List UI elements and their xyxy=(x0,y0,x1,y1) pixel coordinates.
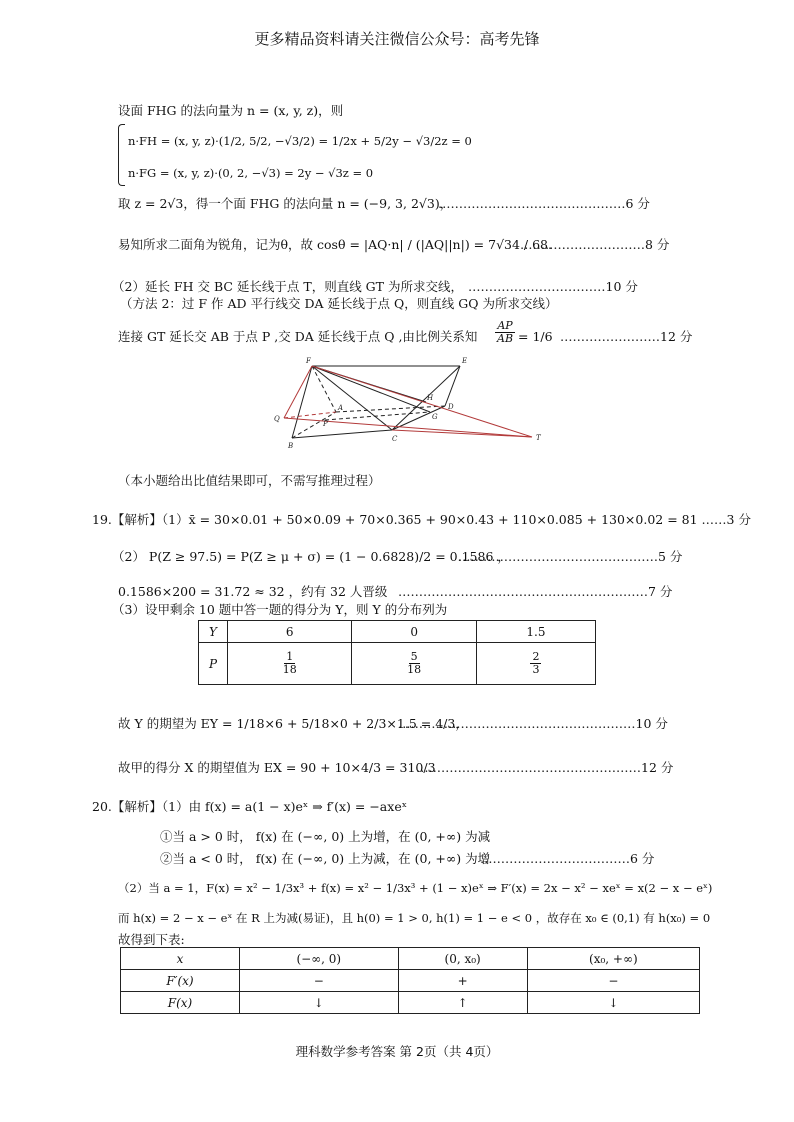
normal-vector-result: 取 z = 2√3，得一个面 FHG 的法向量 n = (−9, 3, 2√3)， xyxy=(118,196,453,211)
score-5: …………………………………………5 分 xyxy=(458,549,683,564)
connect-line: 连接 GT 延长交 AB 于点 P ,交 DA 延长线于点 Q ,由比例关系知 xyxy=(118,329,478,344)
equation-1: n·FH = (x, y, z)·(1/2, 5/2, −√3/2) = 1/2x + 5/2y − √3/2z = 0 xyxy=(128,134,472,148)
q20-table-intro: 故得到下表: xyxy=(118,932,185,947)
equation-brace xyxy=(118,124,125,186)
table-cell: − xyxy=(240,970,399,992)
normal-vector-intro: 设面 FHG 的法向量为 n = (x, y, z)，则 xyxy=(118,103,344,118)
page-footer: 理科数学参考答案 第 2页（共 4页） xyxy=(295,1044,499,1059)
table-value: 6 xyxy=(228,621,352,643)
q20-h-line: 而 h(x) = 2 − x − eˣ 在 R 上为减(易证)，且 h(0) = 1 > 0, h(1) = 1 − e < 0 ，故存在 x₀ ∈ (0,1) 有 h(x₀) = 0 xyxy=(118,911,711,925)
edge-QT-red xyxy=(284,418,532,437)
table-header: (x₀, +∞) xyxy=(527,948,699,970)
table-header: (0, x₀) xyxy=(398,948,527,970)
table-prob: $\frac{5}{18}$ xyxy=(352,643,476,685)
ratio-fraction xyxy=(494,320,516,345)
expectation-ey: 故 Y 的期望为 EY = 1/18×6 + 5/18×0 + 2/3×1.5 = 4/3， xyxy=(118,716,468,731)
table-cell: ↑ xyxy=(398,992,527,1014)
geometry-figure xyxy=(270,352,560,452)
table-label-p: P xyxy=(199,643,228,685)
ratio-numerator: AP xyxy=(497,319,513,332)
edge-ED xyxy=(445,366,460,406)
svg-text:P: P xyxy=(323,420,328,428)
monotonicity-table xyxy=(120,947,700,1014)
table-value: 0 xyxy=(352,621,476,643)
svg-text:B: B xyxy=(288,442,294,450)
table-cell: ↓ xyxy=(240,992,399,1014)
svg-text:G: G xyxy=(432,413,438,421)
score-12b: ………………………………………………12 分 xyxy=(416,760,674,775)
score-10a: ……………………………10 分 xyxy=(468,279,638,294)
ratio-denominator: AB xyxy=(497,332,514,345)
score-8: …………………………8 分 xyxy=(520,237,670,252)
table-prob: $\frac{1}{18}$ xyxy=(228,643,352,685)
distribution-table xyxy=(198,620,596,685)
part-2-line: （2）延长 FH 交 BC 延长线于点 T，则直线 GT 为所求交线， xyxy=(112,279,463,294)
q20-case-2: ②当 a < 0 时， f(x) 在 (−∞, 0) 上为减，在 (0, +∞) 为增 xyxy=(160,851,491,866)
svg-text:E: E xyxy=(462,357,468,365)
edge-EC xyxy=(392,366,460,430)
score-7: ……………………………………………………7 分 xyxy=(398,584,673,599)
q19-line-4: （3）设甲剩余 10 题中答一题的得分为 Y，则 Y 的分布列为 xyxy=(112,602,448,617)
svg-text:A: A xyxy=(338,404,344,412)
edge-FB xyxy=(292,366,312,438)
svg-text:F: F xyxy=(306,357,311,365)
table-label-y: Y xyxy=(199,621,228,643)
edge-CT-red xyxy=(392,430,532,437)
table-header: x xyxy=(121,948,240,970)
table-value: 1.5 xyxy=(476,621,595,643)
score-10b: …………………………………………………10 分 xyxy=(398,716,668,731)
edge-FG xyxy=(312,366,430,412)
table-cell: F(x) xyxy=(121,992,240,1014)
method-2-line: （方法 2：过 F 作 AD 平行线交 DA 延长线于点 Q，则直线 GQ 为所求交线） xyxy=(120,296,558,311)
q20-line-1: 20.【解析】（1）由 f(x) = a(1 − x)eˣ ⇒ f′(x) = −axeˣ xyxy=(92,799,408,814)
ratio-value: = 1/6 xyxy=(518,329,553,344)
table-prob: $\frac{2}{3}$ xyxy=(476,643,595,685)
q19-line-3: 0.1586×200 = 31.72 ≈ 32 ，约有 32 人晋级 xyxy=(118,584,388,599)
score-6b: ………………………………6 分 xyxy=(480,851,655,866)
page-header: 更多精品资料请关注微信公众号：高考先锋 xyxy=(254,30,540,48)
table-cell: + xyxy=(398,970,527,992)
table-cell: − xyxy=(527,970,699,992)
svg-text:C: C xyxy=(392,435,398,443)
q19-line-1: 19.【解析】（1）x̄ = 30×0.01 + 50×0.09 + 70×0.365 + 90×0.43 + 110×0.085 + 130×0.02 = 81 ……3 分 xyxy=(92,512,751,527)
svg-text:T: T xyxy=(536,434,541,442)
equation-2: n·FG = (x, y, z)·(0, 2, −√3) = 2y − √3z = 0 xyxy=(128,166,374,180)
note-line: （本小题给出比值结果即可，不需写推理过程） xyxy=(118,473,381,488)
q20-case-1: ①当 a > 0 时， f(x) 在 (−∞, 0) 上为增，在 (0, +∞) 为减 xyxy=(160,829,491,844)
score-12a: ……………………12 分 xyxy=(560,329,693,344)
score-6: ………………………………………6 分 xyxy=(438,196,650,211)
table-cell: ↓ xyxy=(527,992,699,1014)
table-cell: F′(x) xyxy=(121,970,240,992)
svg-text:D: D xyxy=(448,403,454,411)
edge-QA-red xyxy=(284,412,336,418)
edge-BC xyxy=(292,430,392,438)
edge-FT-red xyxy=(312,366,532,437)
q19-line-2: （2） P(Z ≥ 97.5) = P(Z ≥ μ + σ) = (1 − 0.6828)/2 = 0.1586 ， xyxy=(112,549,510,564)
expectation-ex: 故甲的得分 X 的期望值为 EX = 90 + 10×4/3 = 310/3 xyxy=(118,760,436,775)
svg-text:Q: Q xyxy=(274,415,280,423)
cosine-result: 易知所求二面角为锐角，记为θ，故 cosθ = |AQ·n| / (|AQ||n|) = 7√34 / 68. xyxy=(118,237,552,252)
svg-text:H: H xyxy=(427,394,434,402)
q20-part-2: （2）当 a = 1，F(x) = x² − 1/3x³ + f(x) = x² − 1/3x³ + (1 − x)eˣ ⇒ F′(x) = 2x − x² − xeˣ = x(2 − x − eˣ) xyxy=(118,881,713,895)
table-header: (−∞, 0) xyxy=(240,948,399,970)
edge-FQ-red xyxy=(284,366,312,418)
